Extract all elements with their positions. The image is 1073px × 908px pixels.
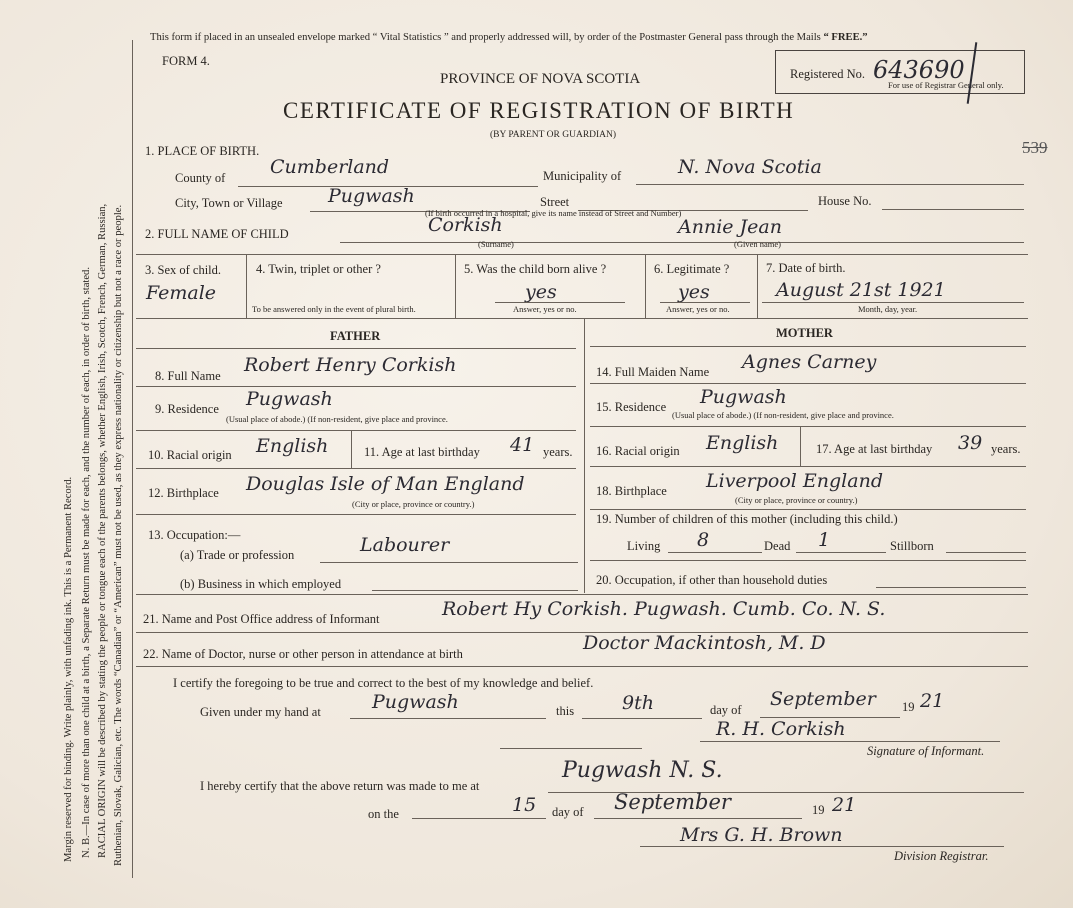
house-number-line [882, 209, 1024, 210]
mother-heading-rule [590, 346, 1026, 347]
registrar-day-of-label: day of [552, 805, 584, 819]
doctor-value: Doctor Mackintosh, M. D [583, 632, 826, 654]
mother-race-divider [800, 426, 801, 466]
doctor-label: 22. Name of Doctor, nurse or other person in attendance at birth [143, 647, 463, 661]
father-business-line [372, 590, 578, 591]
father-age-years: years. [543, 445, 573, 459]
legitimate-label: 6. Legitimate ? [654, 262, 730, 276]
informant-rule [136, 632, 1028, 633]
dead-line [796, 552, 886, 553]
registered-label: Registered No. [790, 67, 865, 81]
alive-value: yes [525, 281, 557, 303]
father-race: English [256, 435, 329, 457]
mother-residence: Pugwash [700, 386, 787, 408]
registrar-month-line [594, 818, 802, 819]
certify-this-label: this [556, 704, 575, 718]
certify-year: 21 [920, 690, 945, 712]
mother-name-rule [590, 383, 1026, 384]
father-residence-note: (Usual place of abode.) (If non-resident, give place and province. [226, 414, 448, 424]
house-number-label: House No. [818, 194, 872, 208]
street-label: Street [540, 195, 570, 209]
father-race-label: 10. Racial origin [148, 448, 232, 462]
sex-value: Female [146, 282, 217, 304]
mother-birthplace: Liverpool England [706, 470, 883, 492]
informant-signature: R. H. Corkish [716, 718, 846, 740]
father-age-label: 11. Age at last birthday [364, 445, 480, 459]
mother-name: Agnes Carney [742, 351, 877, 373]
father-name-rule [136, 386, 576, 387]
mother-race: English [706, 432, 779, 454]
signature-separator-line [500, 748, 642, 749]
registrar-on-the-label: on the [368, 807, 399, 821]
living-count: 8 [697, 529, 710, 551]
mother-age-rule [590, 466, 1026, 467]
certify-day-of-label: day of [710, 703, 742, 717]
father-name: Robert Henry Corkish [244, 354, 457, 376]
mother-heading: MOTHER [776, 326, 833, 340]
margin-line [132, 40, 133, 878]
child-name-line [340, 242, 1024, 243]
father-heading-rule [136, 348, 576, 349]
father-trade-label: (a) Trade or profession [180, 548, 295, 562]
alive-note: Answer, yes or no. [513, 304, 577, 314]
twin-note: To be answered only in the event of plural birth. [252, 304, 416, 314]
mother-name-label: 14. Full Maiden Name [596, 365, 710, 379]
registrar-statement: I hereby certify that the above return was made to me at [200, 779, 480, 793]
registrar-year-prefix: 19 [812, 803, 825, 817]
father-age: 41 [510, 434, 535, 456]
county-value: Cumberland [270, 156, 390, 178]
father-heading: FATHER [330, 329, 381, 343]
living-label: Living [627, 539, 661, 553]
registrar-place: Pugwash N. S. [562, 758, 723, 783]
father-trade-line [320, 562, 578, 563]
province-heading: PROVINCE OF NOVA SCOTIA [440, 71, 641, 87]
grid-divider-1 [246, 254, 247, 318]
father-age-rule [136, 468, 576, 469]
municipality-value: N. Nova Scotia [678, 156, 822, 178]
legitimate-note: Answer, yes or no. [666, 304, 730, 314]
certify-statement: I certify the foregoing to be true and correct to the best of my knowledge and belief. [173, 676, 594, 690]
certificate-title: CERTIFICATE OF REGISTRATION OF BIRTH [283, 98, 795, 123]
informant-signature-caption: Signature of Informant. [867, 744, 985, 758]
mother-occupation-line [876, 587, 1026, 588]
parents-divider [584, 318, 585, 593]
father-residence: Pugwash [246, 388, 333, 410]
dead-count: 1 [818, 529, 831, 551]
parents-bottom-rule [136, 594, 1028, 595]
children-rule [590, 560, 1026, 561]
grid-divider-4 [757, 254, 758, 318]
given-at-line [350, 718, 546, 719]
registrar-month: September [614, 790, 731, 814]
legitimate-line [660, 302, 750, 303]
father-birthplace-label: 12. Birthplace [148, 486, 219, 500]
grid-top-rule [136, 254, 1028, 255]
municipality-label: Municipality of [543, 169, 622, 183]
child-given-name: Annie Jean [678, 216, 782, 238]
side-note-racial-2: Ruthenian, Slovak, Galician, etc. The words “Canadian” or “American” must not be used, as they express nationality or citizenship but not a race or people. [113, 204, 124, 866]
dob-line [762, 302, 1024, 303]
father-business-label: (b) Business in which employed [180, 577, 342, 591]
stillborn-label: Stillborn [890, 539, 934, 553]
registered-note: For use of Registrar General only. [888, 80, 1004, 90]
mail-notice: This form if placed in an unsealed envelope marked “ Vital Statistics ” and properly addressed will, by order of the Postmaster General pass through the Mails “ FREE.” [150, 32, 868, 43]
child-surname: Corkish [428, 214, 503, 236]
mother-age-label: 17. Age at last birthday [816, 442, 933, 456]
dead-label: Dead [764, 539, 791, 553]
given-name-caption: (Given name) [734, 239, 781, 249]
registrar-signature-line [640, 846, 1004, 847]
dob-value: August 21st 1921 [776, 279, 946, 301]
alive-line [495, 302, 625, 303]
place-of-birth-heading: 1. PLACE OF BIRTH. [145, 144, 260, 158]
city-value: Pugwash [328, 185, 415, 207]
registrar-year: 21 [832, 794, 857, 816]
informant-signature-line [700, 741, 1000, 742]
mother-residence-rule [590, 426, 1026, 427]
certify-day-line [582, 718, 702, 719]
father-birthplace: Douglas Isle of Man England [246, 473, 525, 495]
mother-birthplace-note: (City or place, province or country.) [735, 495, 858, 505]
mother-age: 39 [958, 432, 983, 454]
informant-value: Robert Hy Corkish. Pugwash. Cumb. Co. N. S. [442, 598, 886, 620]
municipality-line [636, 184, 1024, 185]
registrar-signature: Mrs G. H. Brown [680, 824, 843, 846]
certify-month: September [770, 688, 876, 710]
informant-label: 21. Name and Post Office address of Informant [143, 612, 380, 626]
certificate-subtitle: (BY PARENT OR GUARDIAN) [490, 130, 617, 140]
father-residence-rule [136, 430, 576, 431]
given-under-label: Given under my hand at [200, 705, 321, 719]
stillborn-line [946, 552, 1026, 553]
mother-birthplace-rule [590, 509, 1026, 510]
mother-residence-note: (Usual place of abode.) (If non-resident, give place and province. [672, 410, 894, 420]
given-at-place: Pugwash [372, 691, 459, 713]
grid-divider-3 [645, 254, 646, 318]
grid-bottom-rule [136, 318, 1028, 319]
registrar-day: 15 [512, 794, 537, 816]
side-number: 539 [1022, 138, 1048, 157]
father-residence-label: 9. Residence [155, 402, 219, 416]
mother-residence-label: 15. Residence [596, 400, 667, 414]
surname-caption: (Surname) [478, 239, 514, 249]
father-trade: Labourer [360, 534, 450, 556]
side-note-racial-1: RACIAL ORIGIN will be described by stating the people or tongue each of the parents belongs, whether English, Irish, Scotch, French, German, Russian, [97, 203, 108, 858]
certify-year-prefix: 19 [902, 700, 915, 714]
legitimate-value: yes [678, 281, 710, 303]
father-name-label: 8. Full Name [155, 369, 221, 383]
father-birthplace-note: (City or place, province or country.) [352, 499, 475, 509]
mother-race-label: 16. Racial origin [596, 444, 680, 458]
hospital-note: (If birth occurred in a hospital, give its name instead of Street and Number) [425, 208, 682, 218]
form-number: FORM 4. [162, 54, 210, 68]
children-count-label: 19. Number of children of this mother (including this child.) [596, 512, 898, 526]
father-birthplace-rule [136, 514, 576, 515]
living-line [668, 552, 762, 553]
mother-birthplace-label: 18. Birthplace [596, 484, 667, 498]
dob-label: 7. Date of birth. [766, 261, 846, 275]
division-registrar-caption: Division Registrar. [894, 849, 989, 863]
registrar-day-line [412, 818, 546, 819]
registered-number: 643690 [873, 56, 965, 84]
child-name-label: 2. FULL NAME OF CHILD [145, 227, 289, 241]
side-note-nb: N. B.—In case of more than one child at a birth, a Separate Return must be made for each, and the number of each, in order of birth, stated. [81, 267, 92, 858]
father-occupation-label: 13. Occupation:— [148, 528, 241, 542]
county-label: County of [175, 171, 226, 185]
dob-note: Month, day, year. [858, 304, 918, 314]
side-note-binding: Margin reserved for binding. Write plainly, with unfading ink. This is a Permanent Record. [63, 476, 74, 862]
certify-day: 9th [622, 692, 654, 714]
mother-age-years: years. [991, 442, 1021, 456]
sex-label: 3. Sex of child. [145, 263, 222, 277]
mother-occupation-label: 20. Occupation, if other than household duties [596, 573, 828, 587]
father-race-divider [351, 430, 352, 468]
city-label: City, Town or Village [175, 196, 283, 210]
grid-divider-2 [455, 254, 456, 318]
alive-label: 5. Was the child born alive ? [464, 262, 607, 276]
twin-label: 4. Twin, triplet or other ? [256, 262, 381, 276]
doctor-rule [136, 666, 1028, 667]
